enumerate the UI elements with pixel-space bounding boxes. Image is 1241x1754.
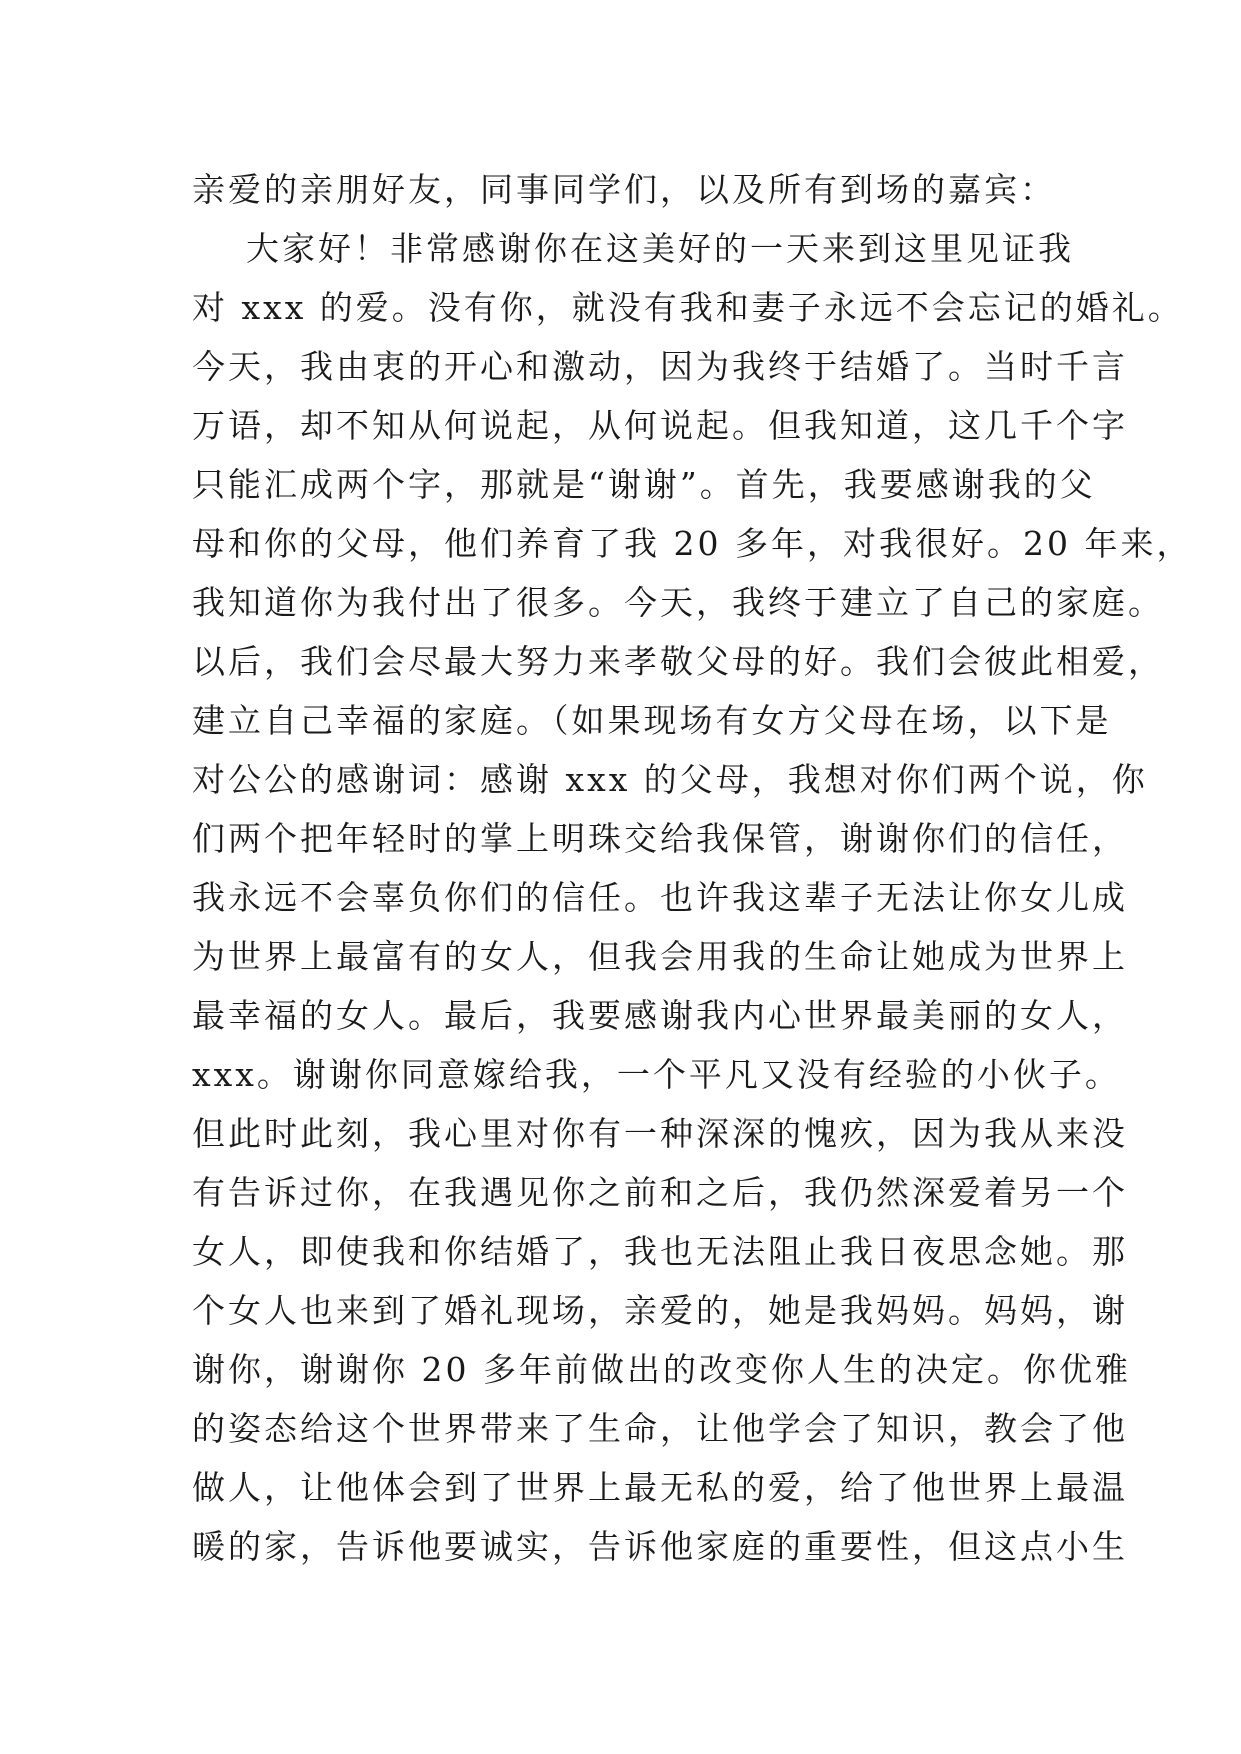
text-line-18: 有告诉过你，在我遇见你之前和之后，我仍然深爱着另一个 [192, 1173, 1128, 1212]
text-line-11: 对公公的感谢词：感谢 xxx 的父母，我想对你们两个说，你 [192, 760, 1148, 799]
text-line-9: 以后，我们会尽最大努力来孝敬父母的好。我们会彼此相爱， [192, 642, 1164, 681]
text-line-15: 最幸福的女人。最后，我要感谢我内心世界最美丽的女人， [192, 996, 1128, 1035]
text-line-4: 今天，我由衷的开心和激动，因为我终于结婚了。当时千言 [192, 347, 1128, 386]
text-line-7: 母和你的父母，他们养育了我 20 多年，对我很好。20 年来， [192, 524, 1193, 563]
text-line-19: 女人，即使我和你结婚了，我也无法阻止我日夜思念她。那 [192, 1232, 1128, 1271]
text-line-6: 只能汇成两个字，那就是“谢谢”。首先，我要感谢我的父 [192, 465, 1096, 504]
text-line-3: 对 xxx 的爱。没有你，就没有我和妻子永远不会忘记的婚礼。 [192, 288, 1184, 327]
text-line-20: 个女人也来到了婚礼现场，亲爱的，她是我妈妈。妈妈，谢 [192, 1291, 1128, 1330]
text-line-10: 建立自己幸福的家庭。（如果现场有女方父母在场，以下是 [192, 701, 1112, 740]
speech-text-block [192, 160, 1193, 1576]
text-line-23: 做人，让他体会到了世界上最无私的爱，给了他世界上最温 [192, 1468, 1128, 1507]
text-line-24: 暖的家，告诉他要诚实，告诉他家庭的重要性，但这点小生 [192, 1527, 1128, 1566]
text-line-21: 谢你，谢谢你 20 多年前做出的改变你人生的决定。你优雅 [192, 1350, 1131, 1389]
text-line-2: 大家好！非常感谢你在这美好的一天来到这里见证我 [192, 229, 1074, 268]
text-line-8: 我知道你为我付出了很多。今天，我终于建立了自己的家庭。 [192, 583, 1164, 622]
text-line-5: 万语，却不知从何说起，从何说起。但我知道，这几千个字 [192, 406, 1128, 445]
text-line-22: 的姿态给这个世界带来了生命，让他学会了知识，教会了他 [192, 1409, 1128, 1448]
text-line-14: 为世界上最富有的女人，但我会用我的生命让她成为世界上 [192, 937, 1128, 976]
text-line-17: 但此时此刻，我心里对你有一种深深的愧疚，因为我从来没 [192, 1114, 1128, 1153]
text-line-12: 们两个把年轻时的掌上明珠交给我保管，谢谢你们的信任， [192, 819, 1128, 858]
text-line-13: 我永远不会辜负你们的信任。也许我这辈子无法让你女儿成 [192, 878, 1128, 917]
text-line-1: 亲爱的亲朋好友，同事同学们，以及所有到场的嘉宾： [192, 170, 1056, 209]
text-line-16: xxx。谢谢你同意嫁给我，一个平凡又没有经验的小伙子。 [192, 1055, 1121, 1094]
